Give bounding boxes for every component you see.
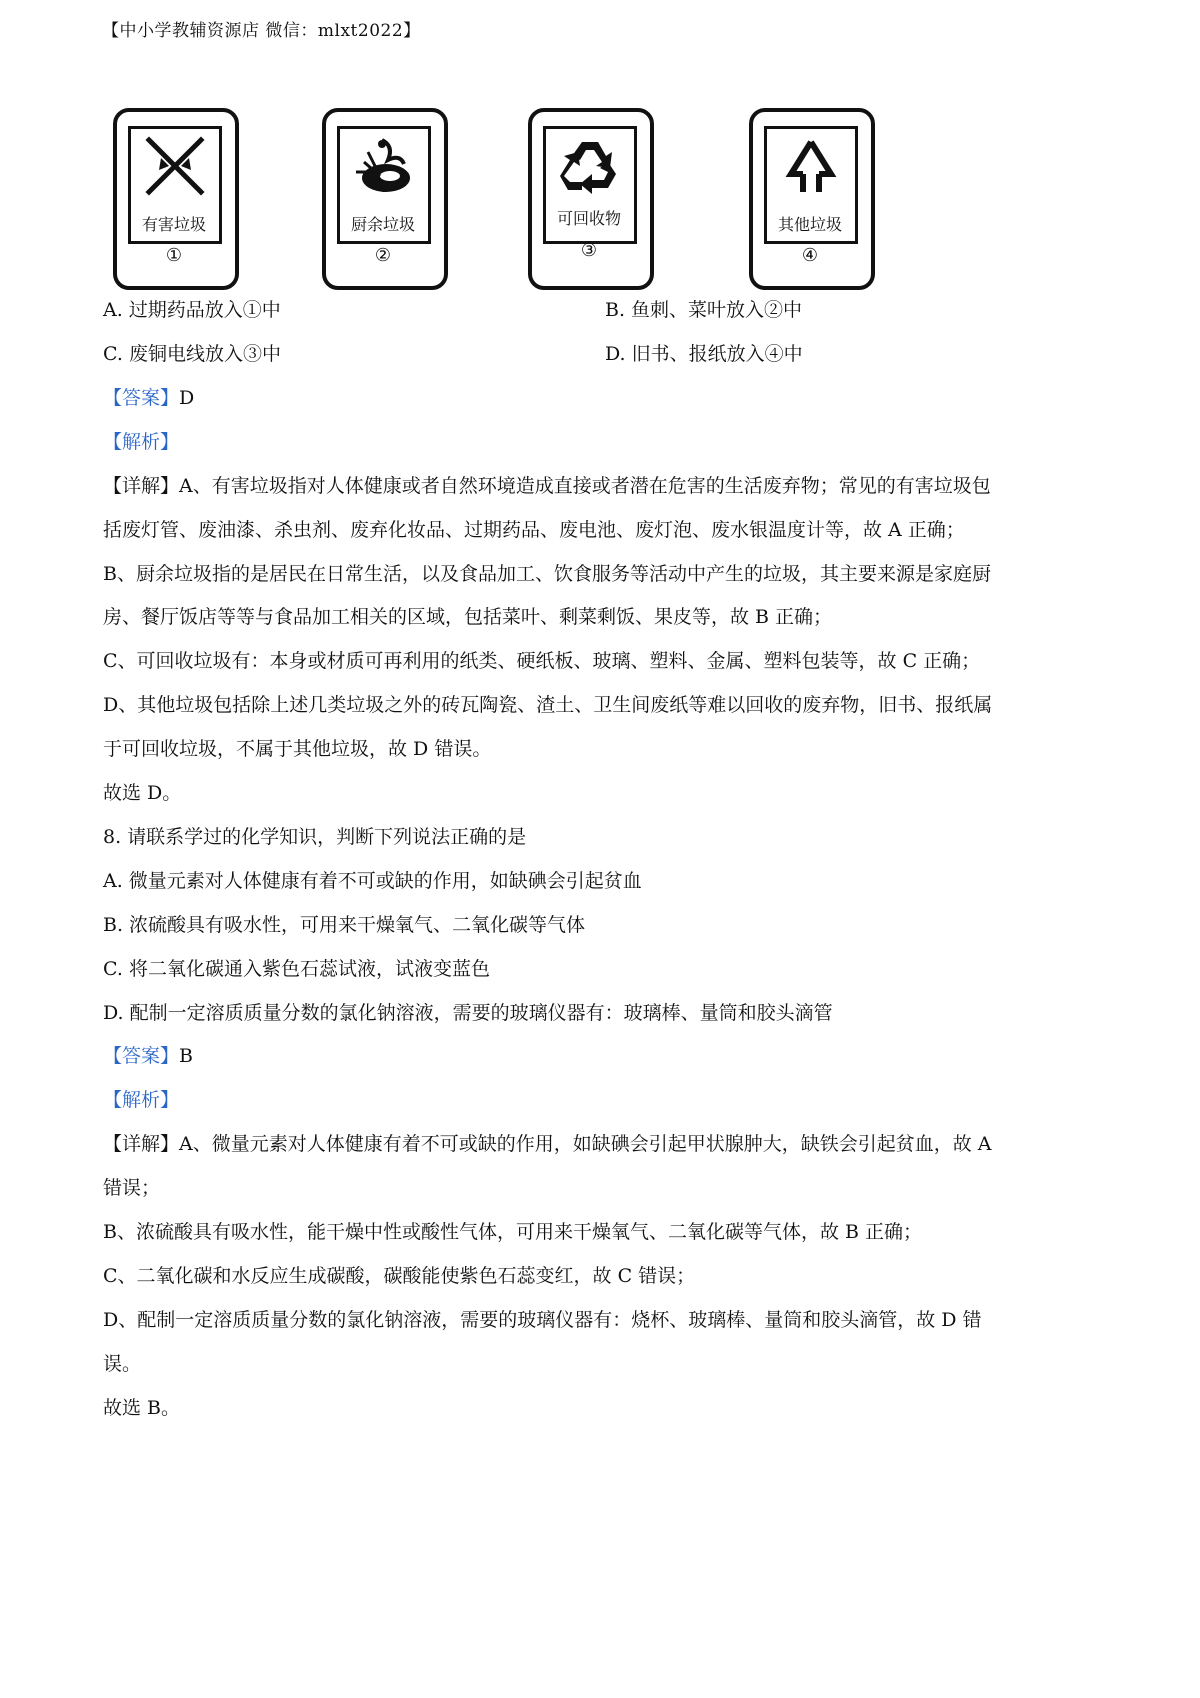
- bin-label: 有害垃圾: [141, 215, 206, 234]
- answer-tag: 【答案】: [103, 387, 180, 409]
- q8-option-a: A. 微量元素对人体健康有着不可或缺的作用，如缺碘会引起贫血: [103, 870, 642, 892]
- recycle-icon: [552, 132, 628, 208]
- bin-number: ④: [801, 245, 819, 266]
- bin-label: 可回收物: [556, 209, 621, 228]
- q7-detail-line: 房、餐厅饭店等等与食品加工相关的区域，包括菜叶、剩菜剩饭、果皮等，故 B 正确；: [103, 606, 833, 628]
- q8-detail-line: C、二氧化碳和水反应生成碳酸，碳酸能使紫色石蕊变红，故 C 错误；: [103, 1265, 696, 1287]
- food-waste-icon: [346, 132, 422, 208]
- q8-detail-line: B、浓硫酸具有吸水性，能干燥中性或酸性气体，可用来干燥氧气、二氧化碳等气体，故 B 正确；: [103, 1221, 923, 1243]
- bin-other: [749, 108, 871, 286]
- bin-number: ①: [165, 245, 183, 266]
- q7-detail-line: B、厨余垃圾指的是居民在日常生活，以及食品加工、饮食服务等活动中产生的垃圾，其主要来源是家庭厨: [103, 563, 991, 585]
- q8-option-c: C. 将二氧化碳通入紫色石蕊试液，试液变蓝色: [103, 958, 490, 980]
- bin-number: ②: [374, 245, 392, 266]
- q8-detail-line: 【详解】A、微量元素对人体健康有着不可或缺的作用，如缺碘会引起甲状腺肿大，缺铁会引起贫血，故 A: [103, 1133, 992, 1155]
- q8-detail-line: 错误；: [103, 1177, 161, 1199]
- q8-stem: 8. 请联系学过的化学知识，判断下列说法正确的是: [103, 826, 527, 848]
- q7-detail-line: 故选 D。: [103, 782, 182, 804]
- answer-tag: 【答案】: [103, 1045, 180, 1067]
- q7-analysis-tag: 【解析】: [103, 431, 180, 453]
- q7-detail-line: 【详解】A、有害垃圾指对人体健康或者自然环境造成直接或者潜在危害的生活废弃物；常见的有害垃圾包: [103, 475, 991, 497]
- bin-food-waste: [322, 108, 444, 286]
- q8-detail-line: 故选 B。: [103, 1397, 181, 1419]
- q7-detail-line: 括废灯管、废油漆、杀虫剂、废弃化妆品、过期药品、废电池、废灯泡、废水银温度计等，故 A 正确；: [103, 519, 965, 541]
- bin-recyclable: [528, 108, 650, 286]
- q8-answer: [103, 1044, 193, 1068]
- waste-bin-figure: [0, 98, 1200, 298]
- watermark: 【中小学教辅资源店 微信：mlxt2022】: [102, 21, 421, 41]
- q8-detail-line: D、配制一定溶质质量分数的氯化钠溶液，需要的玻璃仪器有：烧杯、玻璃棒、量筒和胶头滴管，故 D 错: [103, 1309, 982, 1331]
- q8-option-d: D. 配制一定溶质质量分数的氯化钠溶液，需要的玻璃仪器有：玻璃棒、量筒和胶头滴管: [103, 1002, 833, 1024]
- q7-option-d: D. 旧书、报纸放入④中: [605, 343, 803, 365]
- q8-option-b: B. 浓硫酸具有吸水性，可用来干燥氧气、二氧化碳等气体: [103, 914, 586, 936]
- bin-number: ③: [580, 240, 598, 261]
- q7-option-c: C. 废铜电线放入③中: [103, 343, 281, 365]
- answer-value: D: [179, 387, 195, 409]
- bin-label: 其他垃圾: [777, 215, 842, 234]
- q7-answer: [103, 386, 194, 410]
- bin-label: 厨余垃圾: [350, 215, 415, 234]
- q7-detail-line: D、其他垃圾包括除上述几类垃圾之外的砖瓦陶瓷、渣土、卫生间废纸等难以回收的废弃物，旧书、报纸属: [103, 694, 993, 716]
- q7-option-a: A. 过期药品放入①中: [103, 299, 281, 321]
- other-waste-icon: [773, 132, 849, 208]
- q8-detail-line: 误。: [103, 1353, 142, 1375]
- q7-detail-line: C、可回收垃圾有：本身或材质可再利用的纸类、硬纸板、玻璃、塑料、金属、塑料包装等，故 C 正确；: [103, 650, 981, 672]
- q8-analysis-tag: 【解析】: [103, 1089, 180, 1111]
- q7-option-b: B. 鱼刺、菜叶放入②中: [605, 299, 803, 321]
- answer-value: B: [179, 1045, 193, 1067]
- harmful-cross-icon: [137, 132, 213, 208]
- q7-detail-line: 于可回收垃圾，不属于其他垃圾，故 D 错误。: [103, 738, 492, 760]
- bin-harmful: [113, 108, 235, 286]
